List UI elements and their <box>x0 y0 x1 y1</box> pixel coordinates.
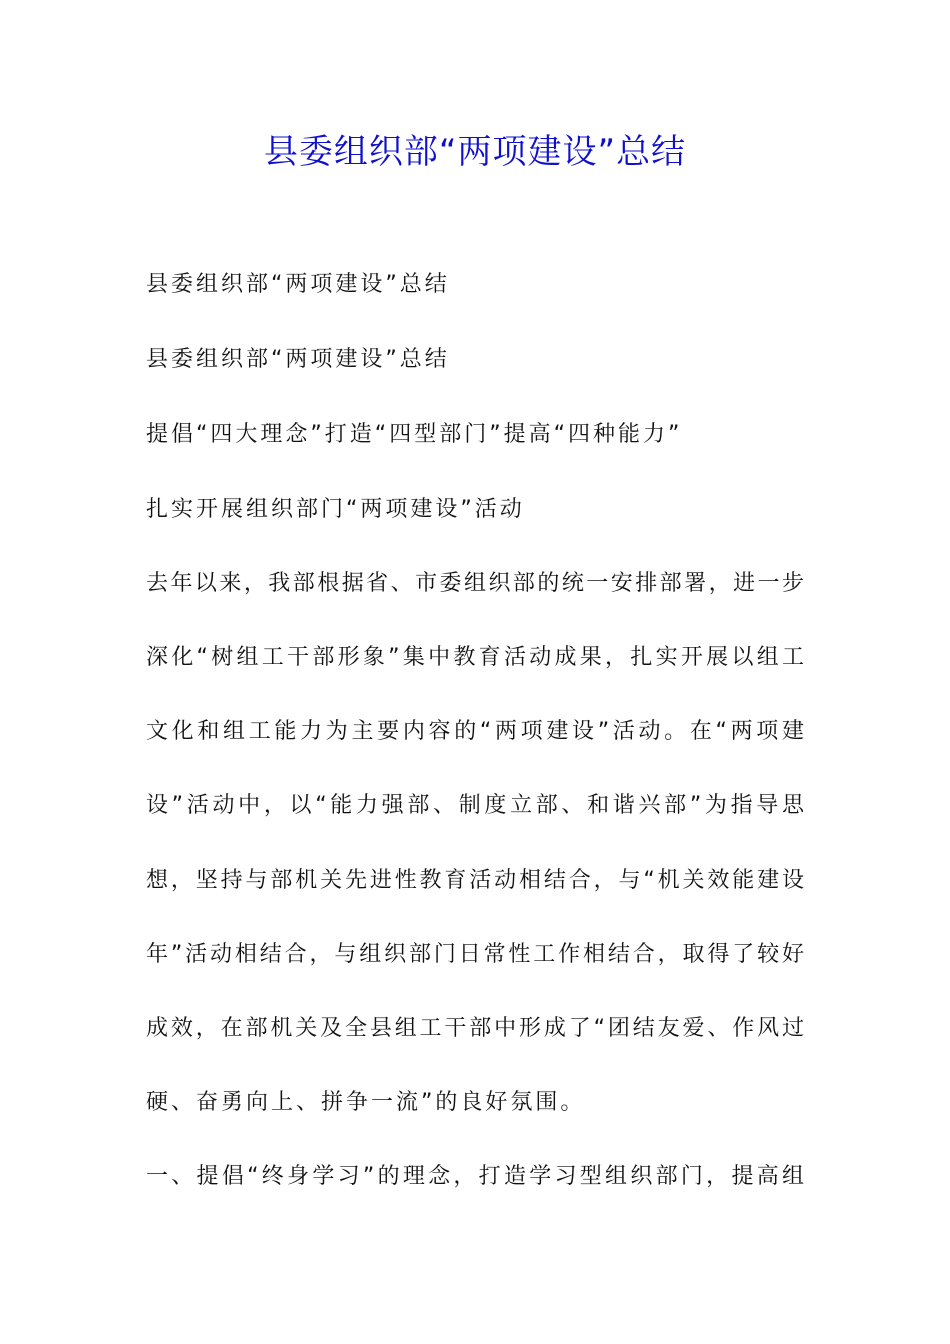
header-line: 县委组织部“两项建设”总结 <box>146 347 450 372</box>
body-text-line: 想，坚持与部机关先进性教育活动相结合，与“机关效能建设 <box>146 868 804 893</box>
body-text-line: 年”活动相结合，与组织部门日常性工作相结合，取得了较好 <box>146 942 804 967</box>
section-heading-line: 一、提倡“终身学习”的理念，打造学习型组织部门，提高组 <box>146 1164 804 1189</box>
header-line: 县委组织部“两项建设”总结 <box>146 272 450 297</box>
body-text-line: 去年以来，我部根据省、市委组织部的统一安排部署，进一步 <box>146 571 804 596</box>
body-text-line: 文化和组工能力为主要内容的“两项建设”活动。在“两项建 <box>146 719 804 744</box>
body-text-line: 成效，在部机关及全县组工干部中形成了“团结友爱、作风过 <box>146 1016 804 1041</box>
body-text-line: 硬、奋勇向上、拼争一流”的良好氛围。 <box>146 1090 586 1115</box>
document-title: 县委组织部“两项建设”总结 <box>263 132 687 172</box>
body-text-line: 设”活动中，以“能力强部、制度立部、和谐兴部”为指导思 <box>146 793 804 818</box>
header-line: 提倡“四大理念”打造“四型部门”提高“四种能力” <box>146 422 683 447</box>
body-text-line: 深化“树组工干部形象”集中教育活动成果，扎实开展以组工 <box>146 645 804 670</box>
header-line: 扎实开展组织部门“两项建设”活动 <box>146 497 525 522</box>
